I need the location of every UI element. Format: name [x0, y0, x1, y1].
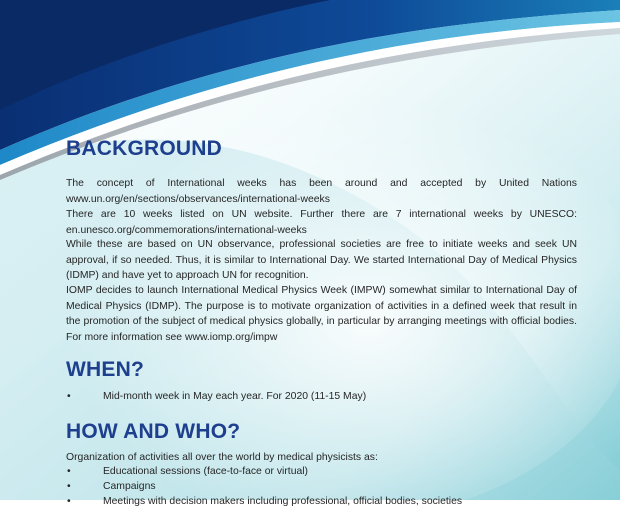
when-heading: WHEN? — [66, 358, 144, 381]
how-and-who-heading: HOW AND WHO? — [66, 420, 241, 443]
how-and-who-intro: Organization of activities all over the world by medical physicists as: — [66, 452, 378, 463]
list-item — [66, 389, 577, 404]
bullet-icon: • — [67, 391, 71, 402]
background-paragraph-3: While these are based on UN observance, professional societies are free to initiate weeks and seek UN approval, if so needed. Thus, it is similar to International Day. We started International Day of Medical Physics (IDMP) and have yet to approach UN for recognition. — [66, 239, 577, 282]
list-item-text: Campaigns — [103, 481, 156, 492]
background-paragraph-2: There are 10 weeks listed on UN website. Further there are 7 international weeks by UNESCO: en.unesco.org/commemorations/international-weeks — [66, 209, 577, 236]
list-item-text: Mid-month week in May each year. For 2020 (11-15 May) — [103, 391, 367, 402]
list-item — [66, 464, 577, 479]
background-paragraph-1: The concept of International weeks has been around and accepted by United Nations www.un.org/en/sections/observances/international-weeks — [66, 178, 577, 205]
background-paragraph-4: IOMP decides to launch International Medical Physics Week (IMPW) somewhat similar to International Day of Medical Physics (IDMP). The purpose is to motivate organization of activities in a defined week that result in the promotion of the subject of medical physics globally, in particular by arranging meetings with official bodies. For more information see www.iomp.org/impw — [66, 285, 577, 343]
list-item — [66, 494, 577, 509]
how-and-who-list — [66, 464, 577, 509]
list-item-text: Educational sessions (face-to-face or virtual) — [103, 466, 309, 477]
bullet-icon: • — [67, 481, 71, 492]
list-item — [66, 479, 577, 494]
bullet-icon: • — [67, 496, 71, 507]
when-list — [66, 389, 577, 404]
background-heading: BACKGROUND — [66, 137, 222, 160]
list-item-text: Meetings with decision makers including professional, official bodies, societies — [103, 496, 463, 507]
bullet-icon: • — [67, 466, 71, 477]
